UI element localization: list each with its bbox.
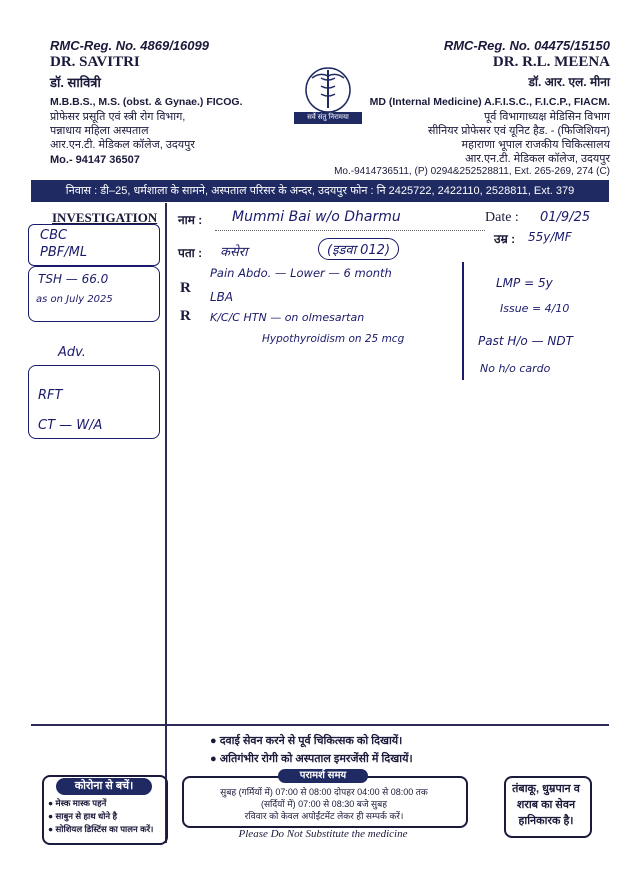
history-item: Past H/o — NDT — [478, 334, 573, 348]
corona-item: ● साबुन से हाथ धोने है — [48, 811, 118, 821]
logo-caption: सर्वे संतु निरामया — [307, 114, 349, 121]
left-doctor-line: आर.एन.टी. मेडिकल कॉलेज, उदयपुर — [50, 139, 195, 151]
lab-result-date: as on July 2025 — [36, 294, 113, 305]
corona-item: ● मेस्क मास्क पहनें — [48, 798, 107, 808]
tobacco-warning: तंबाकू, धुम्रपान व शराब का सेवन हानिकारक है। — [512, 783, 580, 827]
residence-address-bar: निवास : डी–25, धर्मशाला के सामने, अस्पताल परिसर के अन्दर, उदयपुर फोन : नि 2425722, 2422110, 2528811, Ext. 379 — [31, 180, 609, 202]
right-doctor-line: सीनियर प्रोफेसर एवं यूनिट हैड. - (फिजिशियन) — [428, 125, 610, 137]
left-doctor-mobile: Mo.- 94147 36507 — [50, 154, 140, 166]
right-doctor-phone: Mo.-9414736511, (P) 0294&252528811, Ext. 265-269, 274 (C) — [334, 166, 610, 177]
footer-note: Please Do Not Substitute the medicine — [238, 828, 408, 840]
right-doctor-line: पूर्व विभागाध्यक्ष मेडिसिन विभाग — [484, 111, 610, 123]
complaint-item: Pain Abdo. — Lower — 6 month — [210, 266, 392, 280]
age-label: उम्र : — [494, 232, 516, 246]
advice-heading: Adv. — [58, 345, 86, 360]
name-label: नाम : — [178, 213, 203, 227]
complaint-item: Hypothyroidism on 25 mcg — [262, 333, 405, 345]
investigation-item: PBF/ML — [40, 245, 88, 260]
left-doctor-degrees: M.B.B.S., M.S. (obst. & Gynae.) FICOG. — [50, 96, 243, 108]
date-label: Date : — [485, 210, 519, 225]
consult-line: रविवार को केवल अपोईंटमेंट लेकर ही सम्पर्क करें। — [244, 811, 404, 821]
left-reg-number: RMC-Reg. No. 4869/16099 — [50, 38, 209, 53]
right-reg-number: RMC-Reg. No. 04475/15150 — [443, 38, 610, 53]
column-divider — [165, 203, 167, 843]
right-doctor-name: DR. R.L. MEENA — [492, 54, 610, 70]
patient-age-sex: 55y/MF — [528, 230, 572, 244]
right-doctor-line: महाराणा भूपाल राजकीय चिकित्सालय — [461, 139, 610, 151]
left-doctor-line: प्रोफेसर प्रसूति एवं स्त्री रोग विभाग, — [50, 111, 186, 123]
rx-symbol: R — [180, 308, 191, 324]
left-doctor-line: पन्नाधाय महिला अस्पताल — [50, 125, 149, 137]
investigation-item: CBC — [40, 228, 68, 243]
history-item: No h/o cardo — [480, 362, 551, 375]
address-label: पता : — [178, 246, 203, 260]
corona-item: ● सोशियल डिस्टिंस का पालन करें। — [48, 824, 154, 834]
history-item: LMP = 5y — [496, 276, 553, 290]
consult-line: (सर्दियों में) 07:00 से 08:30 बजे सुबह — [260, 799, 388, 809]
investigation-heading: INVESTIGATION — [52, 210, 158, 225]
patient-name: Mummi Bai w/o Dharmu — [232, 209, 401, 225]
right-doctor-line: आर.एन.टी. मेडिकल कॉलेज, उदयपुर — [465, 153, 610, 165]
patient-address-secondary: (इडवा 012) — [318, 238, 399, 260]
history-divider — [462, 262, 464, 380]
name-underline — [215, 230, 485, 231]
complaint-item: K/C/C HTN — on olmesartan — [210, 311, 365, 324]
complaint-item: LBA — [210, 290, 234, 304]
consult-title: परामर्श समय — [278, 769, 368, 783]
right-doctor-name-hindi: डॉ. आर. एल. मीना — [528, 75, 610, 89]
left-doctor-name: DR. SAVITRI — [50, 54, 140, 70]
advice-item: RFT — [38, 388, 63, 403]
footer-divider — [31, 724, 609, 726]
consult-lines — [186, 786, 462, 822]
rx-symbol: R — [180, 280, 191, 296]
corona-title: कोरोना से बचें। — [56, 778, 152, 795]
notice-item: ● दवाई सेवन करने से पूर्व चिकित्सक को दिखायें। — [210, 735, 403, 747]
lab-result: TSH — 66.0 — [38, 272, 109, 286]
corona-list — [48, 797, 153, 836]
right-doctor-degrees: MD (Internal Medicine) A.F.I.S.C., F.I.C.P., FIACM. — [369, 96, 610, 108]
consult-line: सुबह (गर्मियों में) 07:00 से 08:00 दोपहर 04:00 से 08:00 तक — [220, 787, 428, 797]
notice-text: अतिगंभीर रोगी को अस्पताल इमरजेंसी में दिखायें। — [219, 753, 413, 765]
left-doctor-name-hindi: डॉ. सावित्री — [50, 75, 101, 90]
notice-text: दवाई सेवन करने से पूर्व चिकित्सक को दिखायें। — [219, 735, 403, 747]
caduceus-logo-icon — [288, 60, 368, 130]
notice-item: ● अतिगंभीर रोगी को अस्पताल इमरजेंसी में दिखायें। — [210, 753, 413, 765]
advice-item: CT — W/A — [38, 418, 103, 433]
history-item: Issue = 4/10 — [500, 302, 570, 315]
prescription-date: 01/9/25 — [540, 210, 591, 225]
patient-address: कसेरा — [220, 245, 248, 260]
